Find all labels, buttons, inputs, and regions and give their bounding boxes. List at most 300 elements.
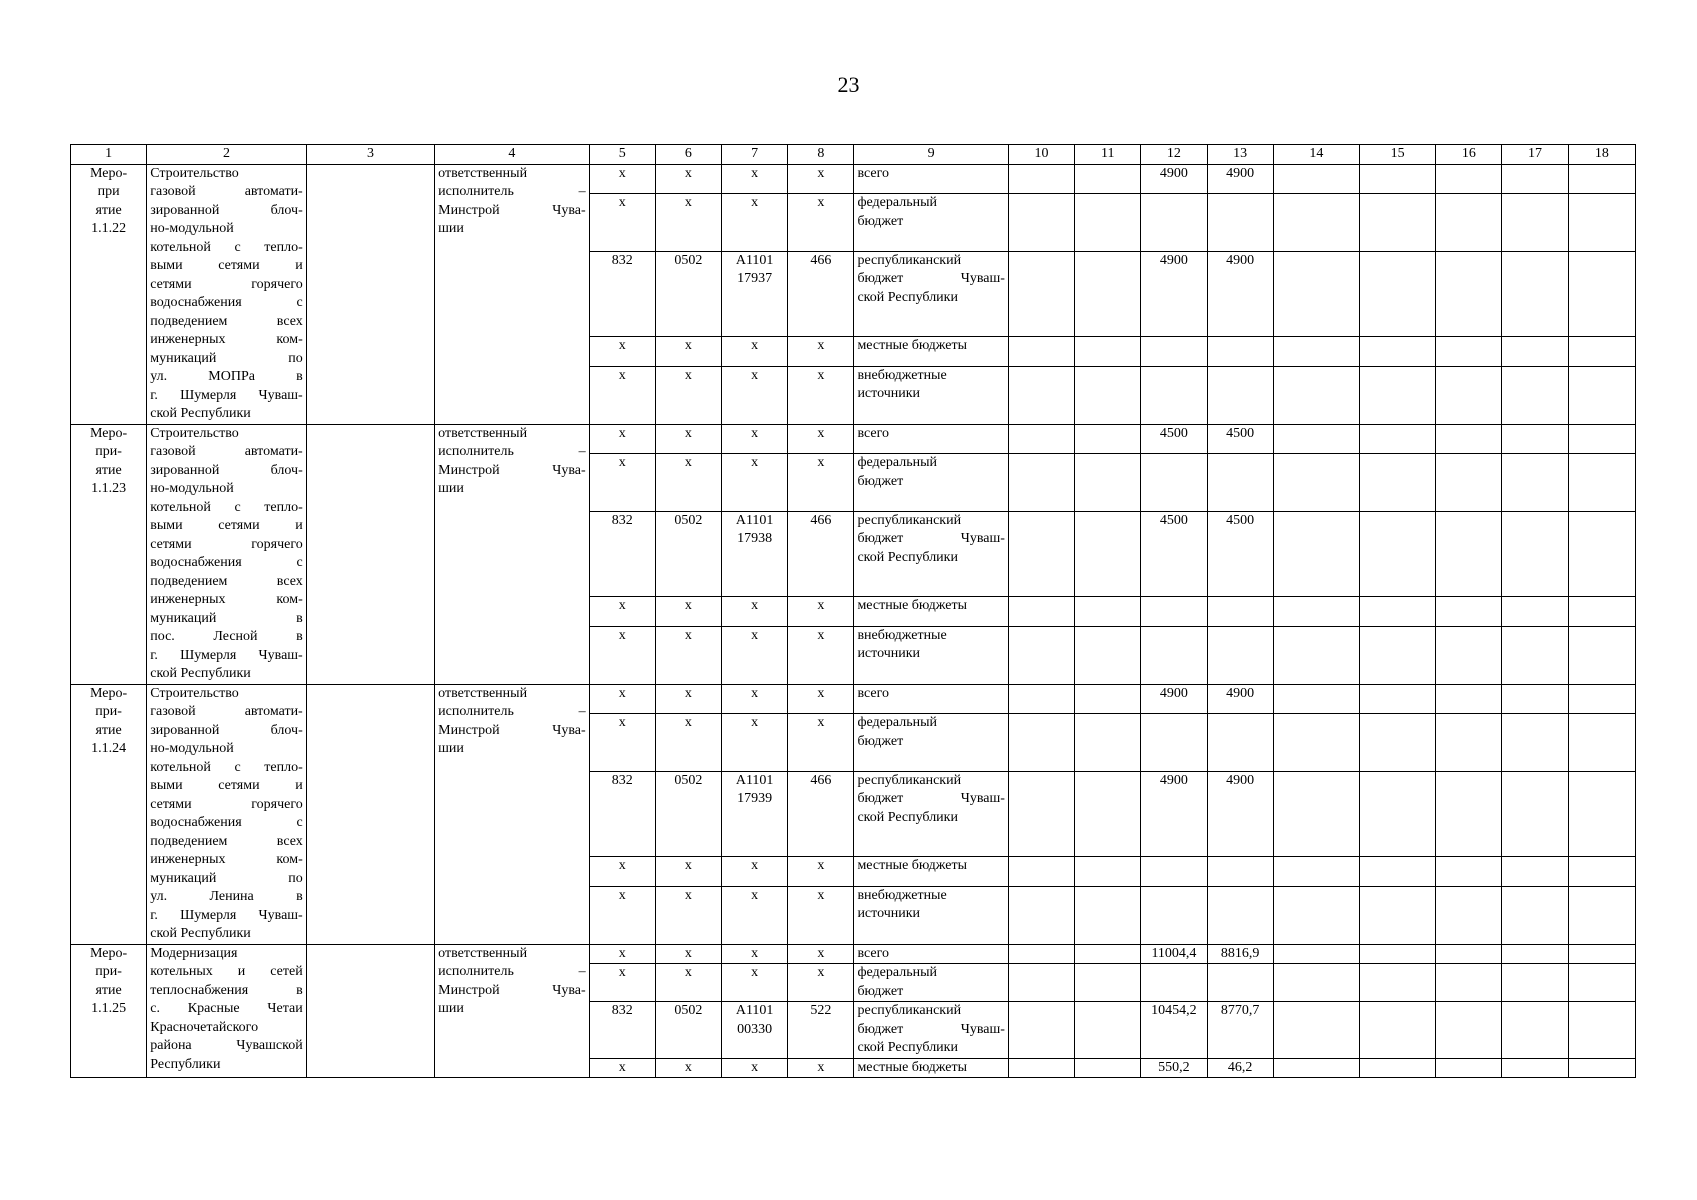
- funding-source-line: бюджет: [857, 213, 904, 229]
- value-cell: [1008, 194, 1074, 252]
- measure-title-line: Модернизация: [150, 945, 238, 961]
- value-2021: 4900: [1141, 684, 1207, 714]
- header-cell: 7: [722, 145, 788, 165]
- value-cell: [1436, 964, 1502, 1002]
- measure-number-line: Меро-: [90, 945, 128, 961]
- target-article-code: [722, 714, 788, 772]
- section-code: х: [655, 684, 721, 714]
- value-2022: [1207, 626, 1273, 684]
- target-article-code-line: А1101: [735, 252, 774, 268]
- expense-type-code: х: [788, 1058, 854, 1078]
- value-cell: [1502, 944, 1568, 964]
- executor-line: исполнитель –: [438, 184, 586, 199]
- funding-source-line: источники: [857, 906, 921, 922]
- value-cell: [1568, 684, 1635, 714]
- value-cell: [1008, 454, 1074, 512]
- value-cell: [1008, 366, 1074, 424]
- target-article-code-line: х: [751, 887, 759, 903]
- value-cell: [1436, 1058, 1502, 1078]
- target-article-code-line: А1101: [735, 1003, 774, 1018]
- measure-title-line: ул. МОПРа в: [150, 369, 303, 384]
- value-cell: [1360, 684, 1436, 714]
- measure-number-line: Меро-: [90, 165, 128, 181]
- value-cell: [1075, 337, 1141, 367]
- value-2022: [1207, 337, 1273, 367]
- value-cell: [1568, 1002, 1635, 1059]
- value-cell: [1568, 771, 1635, 857]
- value-2022: 4900: [1207, 771, 1273, 857]
- measure-title-line: ской Республики: [150, 666, 251, 681]
- value-cell: [1568, 337, 1635, 367]
- funding-source: [854, 1058, 1008, 1078]
- grbs-code: х: [589, 424, 655, 454]
- executor-line: Минстрой Чува-: [438, 722, 586, 738]
- value-2022: 4900: [1207, 684, 1273, 714]
- value-cell: [1008, 251, 1074, 337]
- grbs-code: 832: [589, 771, 655, 857]
- header-cell: 1: [71, 145, 147, 165]
- value-cell: [1008, 857, 1074, 887]
- section-code: х: [655, 714, 721, 772]
- funding-source: [854, 771, 1008, 857]
- value-cell: [1436, 771, 1502, 857]
- section-code: х: [655, 964, 721, 1002]
- funding-source-line: федеральный: [857, 455, 937, 471]
- funding-source: [854, 454, 1008, 512]
- value-cell: [1436, 424, 1502, 454]
- value-cell: [1273, 771, 1359, 857]
- measure-number-line: ятие: [95, 202, 122, 218]
- target-article-code-line: х: [751, 598, 759, 614]
- measure-number-line: 1.1.23: [91, 481, 127, 496]
- measure-title-line: но-модульной: [150, 481, 234, 496]
- value-cell: [1502, 886, 1568, 944]
- measure-number-line: ятие: [95, 982, 122, 998]
- executor-line: ответственный: [438, 945, 528, 961]
- funding-source-line: всего: [857, 945, 889, 961]
- target-article-code: [722, 964, 788, 1002]
- value-cell: [1360, 454, 1436, 512]
- empty-cell: [306, 944, 434, 1078]
- measure-title-line: муникаций в: [150, 610, 303, 626]
- value-cell: [1502, 366, 1568, 424]
- funding-source-line: внебюджетные: [857, 627, 947, 643]
- value-cell: [1568, 964, 1635, 1002]
- executor-line: исполнитель –: [438, 964, 586, 979]
- measure-title-line: сетями горячего: [150, 536, 303, 552]
- measure-title-line: ул. Ленина в: [150, 889, 303, 904]
- measure-number-line: 1.1.24: [91, 741, 127, 756]
- funding-source-line: федеральный: [857, 195, 937, 211]
- measure-title-line: района Чувашской: [150, 1038, 303, 1053]
- executor: [435, 424, 589, 684]
- measure-title-line: газовой автомати-: [150, 444, 303, 459]
- value-cell: [1436, 251, 1502, 337]
- value-2021: [1141, 337, 1207, 367]
- value-cell: [1273, 337, 1359, 367]
- measure-title-line: газовой автомати-: [150, 184, 303, 199]
- value-2022: [1207, 454, 1273, 512]
- target-article-code-line: 17937: [737, 271, 773, 287]
- target-article-code: [722, 597, 788, 627]
- funding-source-line: местные бюджеты: [857, 858, 968, 874]
- grbs-code: х: [589, 857, 655, 887]
- value-cell: [1436, 684, 1502, 714]
- funding-source-line: республиканский: [857, 252, 962, 268]
- header-cell: 16: [1436, 145, 1502, 165]
- value-cell: [1568, 597, 1635, 627]
- value-cell: [1075, 366, 1141, 424]
- value-cell: [1273, 511, 1359, 597]
- grbs-code: х: [589, 164, 655, 194]
- executor-line: шии: [438, 221, 464, 236]
- value-cell: [1008, 771, 1074, 857]
- grbs-code: х: [589, 366, 655, 424]
- executor-line: шии: [438, 741, 464, 756]
- funding-source-line: федеральный: [857, 965, 937, 980]
- target-article-code-line: А1101: [735, 772, 774, 788]
- target-article-code: [722, 337, 788, 367]
- value-cell: [1568, 1058, 1635, 1078]
- header-cell: 17: [1502, 145, 1568, 165]
- funding-source-line: источники: [857, 646, 921, 662]
- value-cell: [1008, 626, 1074, 684]
- value-cell: [1360, 424, 1436, 454]
- value-cell: [1075, 857, 1141, 887]
- value-cell: [1360, 886, 1436, 944]
- value-cell: [1075, 511, 1141, 597]
- value-cell: [1008, 886, 1074, 944]
- value-cell: [1502, 251, 1568, 337]
- grbs-code: х: [589, 714, 655, 772]
- section-code: х: [655, 366, 721, 424]
- value-cell: [1436, 164, 1502, 194]
- value-cell: [1502, 454, 1568, 512]
- measure-number-line: 1.1.25: [91, 1001, 127, 1016]
- grbs-code: х: [589, 454, 655, 512]
- value-cell: [1075, 597, 1141, 627]
- target-article-code-line: 17938: [737, 531, 773, 547]
- value-cell: [1075, 194, 1141, 252]
- funding-source: [854, 194, 1008, 252]
- value-cell: [1360, 964, 1436, 1002]
- value-cell: [1360, 1002, 1436, 1059]
- section-code: х: [655, 337, 721, 367]
- section-code: х: [655, 944, 721, 964]
- value-cell: [1360, 164, 1436, 194]
- grbs-code: х: [589, 1058, 655, 1078]
- value-2022: 8816,9: [1207, 944, 1273, 964]
- value-2022: 4500: [1207, 424, 1273, 454]
- funding-source-line: ской Республики: [857, 1040, 958, 1055]
- section-code: х: [655, 626, 721, 684]
- value-cell: [1360, 714, 1436, 772]
- expense-type-code: х: [788, 424, 854, 454]
- value-cell: [1008, 511, 1074, 597]
- value-cell: [1502, 511, 1568, 597]
- value-cell: [1075, 886, 1141, 944]
- value-cell: [1502, 424, 1568, 454]
- funding-source-line: бюджет Чуваш-: [857, 531, 1005, 547]
- expense-type-code: х: [788, 714, 854, 772]
- expense-type-code: х: [788, 337, 854, 367]
- funding-source: [854, 626, 1008, 684]
- value-cell: [1502, 626, 1568, 684]
- funding-source-line: местные бюджеты: [857, 598, 968, 614]
- funding-source-line: республиканский: [857, 512, 962, 528]
- value-2022: [1207, 366, 1273, 424]
- value-cell: [1436, 337, 1502, 367]
- measure-title-line: сетями горячего: [150, 276, 303, 292]
- measure-number-line: Меро-: [90, 425, 128, 441]
- grbs-code: х: [589, 886, 655, 944]
- value-cell: [1008, 964, 1074, 1002]
- value-cell: [1568, 886, 1635, 944]
- executor-line: шии: [438, 481, 464, 496]
- target-article-code: [722, 1002, 788, 1059]
- measure-title-line: теплоснабжения в: [150, 982, 303, 998]
- value-2022: 46,2: [1207, 1058, 1273, 1078]
- measure-number: [71, 684, 147, 944]
- value-2021: [1141, 886, 1207, 944]
- target-article-code: [722, 424, 788, 454]
- value-cell: [1273, 597, 1359, 627]
- measure-title-line: муникаций по: [150, 870, 303, 886]
- value-2022: 4500: [1207, 511, 1273, 597]
- value-cell: [1273, 454, 1359, 512]
- target-article-code: [722, 886, 788, 944]
- grbs-code: х: [589, 194, 655, 252]
- value-cell: [1360, 857, 1436, 887]
- executor-line: Минстрой Чува-: [438, 982, 586, 998]
- header-cell: 9: [854, 145, 1008, 165]
- measure-title-line: зированной блоч-: [150, 202, 303, 218]
- measure-number: [71, 944, 147, 1078]
- value-2021: 4900: [1141, 251, 1207, 337]
- value-2022: [1207, 714, 1273, 772]
- executor-line: Минстрой Чува-: [438, 202, 586, 218]
- measure-title-line: подведением всех: [150, 833, 303, 849]
- value-2021: [1141, 714, 1207, 772]
- expense-type-code: х: [788, 626, 854, 684]
- value-cell: [1436, 511, 1502, 597]
- measure-title-line: котельной с тепло-: [150, 499, 303, 515]
- measure-title-line: г. Шумерля Чуваш-: [150, 647, 303, 663]
- section-code: х: [655, 164, 721, 194]
- measure-title-line: но-модульной: [150, 221, 234, 236]
- value-cell: [1273, 164, 1359, 194]
- table-row: [71, 944, 1636, 964]
- value-cell: [1502, 597, 1568, 627]
- expense-type-code: 522: [788, 1002, 854, 1059]
- value-cell: [1502, 1058, 1568, 1078]
- funding-source: [854, 251, 1008, 337]
- value-cell: [1568, 454, 1635, 512]
- value-cell: [1502, 194, 1568, 252]
- executor-line: шии: [438, 1001, 464, 1016]
- value-cell: [1436, 886, 1502, 944]
- header-cell: 5: [589, 145, 655, 165]
- measure-title-line: газовой автомати-: [150, 704, 303, 719]
- funding-source: [854, 964, 1008, 1002]
- value-cell: [1273, 251, 1359, 337]
- header-cell: 18: [1568, 145, 1635, 165]
- value-cell: [1360, 771, 1436, 857]
- value-cell: [1502, 857, 1568, 887]
- value-2021: [1141, 454, 1207, 512]
- value-cell: [1436, 194, 1502, 252]
- value-cell: [1075, 771, 1141, 857]
- value-cell: [1273, 964, 1359, 1002]
- value-2022: [1207, 194, 1273, 252]
- funding-source: [854, 424, 1008, 454]
- value-cell: [1502, 714, 1568, 772]
- measure-title-line: водоснабжения с: [150, 295, 303, 310]
- expense-type-code: 466: [788, 771, 854, 857]
- section-code: х: [655, 597, 721, 627]
- empty-cell: [306, 684, 434, 944]
- table-row: [71, 164, 1636, 194]
- target-article-code: [722, 194, 788, 252]
- funding-source-line: всего: [857, 165, 889, 181]
- measure-number-line: Меро-: [90, 685, 128, 701]
- target-article-code-line: х: [751, 627, 759, 643]
- value-2022: [1207, 857, 1273, 887]
- value-cell: [1075, 964, 1141, 1002]
- expense-type-code: х: [788, 857, 854, 887]
- value-cell: [1436, 454, 1502, 512]
- value-cell: [1008, 337, 1074, 367]
- grbs-code: х: [589, 944, 655, 964]
- executor-line: ответственный: [438, 165, 528, 181]
- funding-source: [854, 1002, 1008, 1059]
- value-2021: 10454,2: [1141, 1002, 1207, 1059]
- target-article-code-line: 17939: [737, 791, 773, 807]
- header-cell: 13: [1207, 145, 1273, 165]
- value-2022: [1207, 886, 1273, 944]
- measure-title-line: ской Республики: [150, 406, 251, 421]
- target-article-code: [722, 771, 788, 857]
- value-cell: [1436, 597, 1502, 627]
- target-article-code-line: х: [751, 1059, 759, 1075]
- budget-table: [70, 144, 1636, 1078]
- measure-title-line: инженерных ком-: [150, 332, 303, 347]
- value-cell: [1008, 714, 1074, 772]
- value-cell: [1502, 771, 1568, 857]
- funding-source-line: ской Республики: [857, 809, 958, 825]
- measure-title-line: зированной блоч-: [150, 462, 303, 478]
- measure-title-line: Строительство: [150, 165, 239, 181]
- value-cell: [1008, 684, 1074, 714]
- measure-title-line: подведением всех: [150, 573, 303, 589]
- value-2021: [1141, 194, 1207, 252]
- target-article-code-line: х: [751, 715, 759, 731]
- value-cell: [1360, 194, 1436, 252]
- value-cell: [1502, 164, 1568, 194]
- value-2021: 550,2: [1141, 1058, 1207, 1078]
- expense-type-code: х: [788, 886, 854, 944]
- executor-line: Минстрой Чува-: [438, 462, 586, 478]
- funding-source-line: местные бюджеты: [857, 338, 968, 354]
- funding-source: [854, 337, 1008, 367]
- target-article-code-line: х: [751, 367, 759, 383]
- value-2021: [1141, 366, 1207, 424]
- value-cell: [1360, 366, 1436, 424]
- value-2022: [1207, 597, 1273, 627]
- value-2022: 4900: [1207, 251, 1273, 337]
- measure-title-line: водоснабжения с: [150, 555, 303, 570]
- grbs-code: х: [589, 684, 655, 714]
- header-cell: 15: [1360, 145, 1436, 165]
- section-code: х: [655, 194, 721, 252]
- executor-line: исполнитель –: [438, 704, 586, 719]
- funding-source-line: бюджет Чуваш-: [857, 271, 1005, 287]
- target-article-code-line: х: [751, 165, 759, 181]
- section-code: 0502: [655, 1002, 721, 1059]
- executor: [435, 944, 589, 1078]
- grbs-code: 832: [589, 511, 655, 597]
- measure-number-line: при-: [95, 964, 122, 979]
- value-2021: 4500: [1141, 424, 1207, 454]
- measure-number: [71, 164, 147, 424]
- value-2021: [1141, 626, 1207, 684]
- funding-source: [854, 944, 1008, 964]
- target-article-code: [722, 684, 788, 714]
- header-row: [71, 145, 1636, 165]
- value-cell: [1360, 1058, 1436, 1078]
- funding-source-line: всего: [857, 685, 889, 701]
- value-2021: 4900: [1141, 771, 1207, 857]
- measure-title-line: выми сетями и: [150, 778, 303, 793]
- measure-title-line: с. Красные Четаи: [150, 1001, 303, 1016]
- funding-source: [854, 164, 1008, 194]
- value-cell: [1273, 1002, 1359, 1059]
- measure-title-line: котельной с тепло-: [150, 759, 303, 775]
- target-article-code: [722, 944, 788, 964]
- funding-source-line: федеральный: [857, 715, 937, 731]
- table-row: [71, 684, 1636, 714]
- value-cell: [1568, 857, 1635, 887]
- funding-source-line: бюджет: [857, 473, 904, 489]
- expense-type-code: 466: [788, 251, 854, 337]
- executor-line: ответственный: [438, 685, 528, 701]
- value-cell: [1075, 424, 1141, 454]
- expense-type-code: 466: [788, 511, 854, 597]
- expense-type-code: х: [788, 194, 854, 252]
- value-cell: [1436, 944, 1502, 964]
- header-cell: 11: [1075, 145, 1141, 165]
- measure-number-line: при-: [95, 444, 122, 459]
- measure-title-line: водоснабжения с: [150, 815, 303, 830]
- funding-source: [854, 684, 1008, 714]
- header-cell: 6: [655, 145, 721, 165]
- header-cell: 10: [1008, 145, 1074, 165]
- value-cell: [1436, 366, 1502, 424]
- measure-number-line: 1.1.22: [91, 221, 127, 236]
- value-cell: [1075, 164, 1141, 194]
- target-article-code: [722, 366, 788, 424]
- value-cell: [1075, 1058, 1141, 1078]
- value-cell: [1273, 1058, 1359, 1078]
- value-cell: [1273, 714, 1359, 772]
- funding-source-line: бюджет Чуваш-: [857, 1021, 1005, 1037]
- value-cell: [1008, 164, 1074, 194]
- funding-source: [854, 597, 1008, 627]
- section-code: х: [655, 424, 721, 454]
- target-article-code-line: х: [751, 858, 759, 874]
- funding-source-line: внебюджетные: [857, 887, 947, 903]
- target-article-code-line: х: [751, 425, 759, 441]
